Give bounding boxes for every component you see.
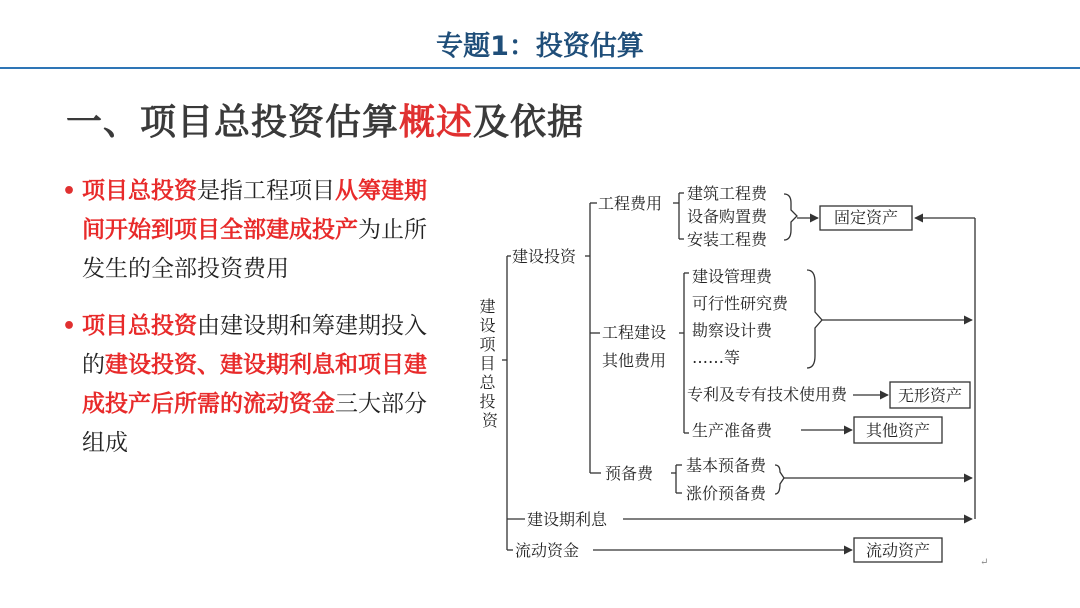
- other-cost-label-line2: 其他费用: [602, 351, 667, 370]
- heading-part2: 及依据: [473, 101, 585, 143]
- heading-highlight: 概述: [399, 101, 474, 143]
- current-asset-label: 流动资产: [865, 541, 931, 560]
- eng-item-equipment: 设备购置费: [687, 207, 768, 226]
- bullet-text: 三大部分组成: [82, 391, 427, 456]
- return-mark: ↵: [980, 557, 989, 568]
- eng-cost-label: 工程费用: [598, 194, 663, 213]
- prep-fee-label: 生产准备费: [692, 421, 773, 440]
- reserve-label: 预备费: [605, 464, 654, 483]
- other-item-survey: 勘察设计费: [692, 321, 773, 340]
- other-cost-label-line1: 工程建设: [602, 323, 667, 342]
- bullet-item-composition: [62, 307, 442, 463]
- other-item-management: 建设管理费: [692, 267, 773, 286]
- reserve-item-basic: 基本预备费: [686, 456, 767, 475]
- eng-items-brace: [784, 194, 797, 240]
- heading-part1: 一、项目总投资估算: [66, 101, 400, 143]
- other-items-brace: [807, 270, 822, 368]
- bullet-item-definition: [62, 172, 442, 289]
- bullet-text: 是指工程项目: [197, 178, 335, 204]
- section-heading: [66, 94, 584, 145]
- patent-fee-label: 专利及专有技术使用费: [687, 385, 848, 404]
- bullet-text: 由建设期和筹建期投入的: [82, 313, 427, 378]
- bullet-text: 为止所发生的全部投资费用: [82, 217, 427, 282]
- reserve-item-price: 涨价预备费: [686, 484, 767, 503]
- interest-label: 建设期利息: [527, 510, 608, 529]
- title-divider: [0, 67, 1080, 69]
- intangible-asset-label: 无形资产: [897, 386, 963, 405]
- investment-structure-diagram: [474, 170, 1000, 575]
- bullet-emphasis: 建设投资、建设期利息和项目建成投产后所需的流动资金: [82, 352, 427, 417]
- other-item-etc: ……等: [692, 348, 741, 367]
- bullet-emphasis: 从筹建期间开始到项目全部建成投产: [82, 178, 427, 243]
- bullet-term: 项目总投资: [82, 178, 197, 204]
- topic-title: 专题1：投资估算: [436, 31, 644, 62]
- other-asset-label: 其他资产: [865, 421, 931, 440]
- other-item-feasibility: 可行性研究费: [692, 294, 789, 313]
- eng-item-building: 建筑工程费: [687, 184, 768, 203]
- bullet-dot: •: [62, 314, 77, 339]
- bullet-dot: •: [62, 179, 77, 204]
- bullet-list: [62, 172, 442, 481]
- bullet-term: 项目总投资: [82, 313, 197, 339]
- eng-item-install: 安装工程费: [687, 230, 768, 249]
- fixed-asset-label: 固定资产: [833, 208, 899, 227]
- root-label: 建 设 项 目 总 投 资: [479, 297, 499, 430]
- build-invest-label: 建设投资: [512, 247, 577, 266]
- reserve-items-brace: [775, 465, 784, 494]
- working-capital-label: 流动资金: [515, 541, 580, 560]
